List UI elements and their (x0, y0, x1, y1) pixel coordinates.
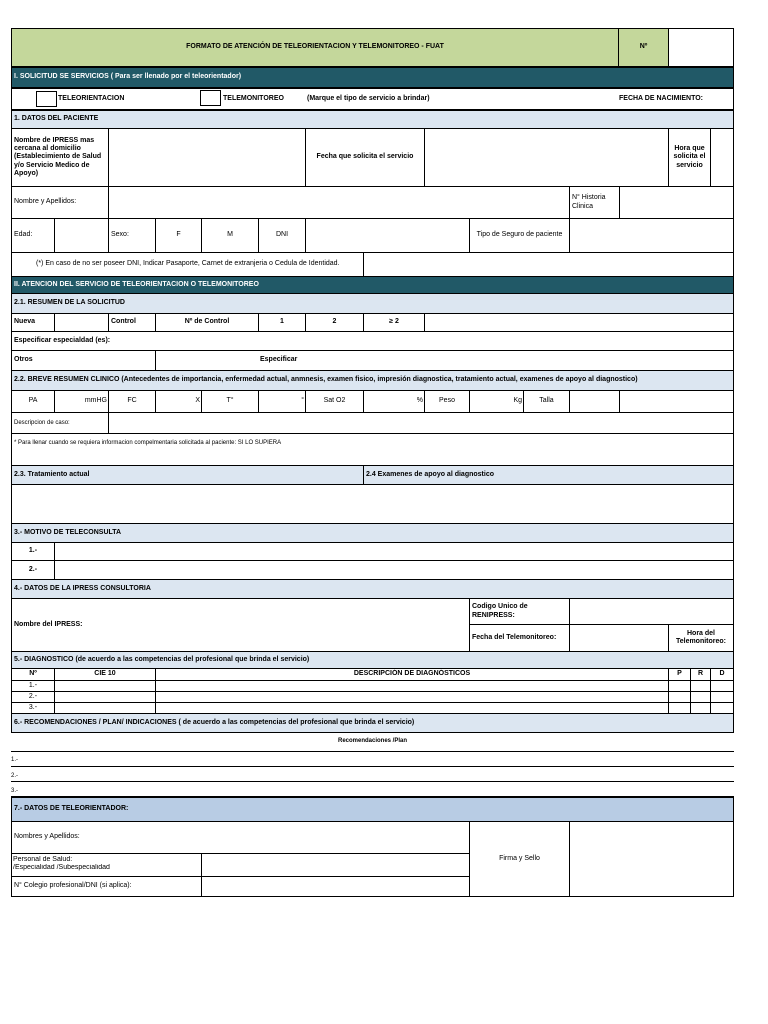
vital-kg: Kg (513, 397, 522, 405)
extra-info-note: * Para llenar cuando se requiera informacion compelmentaria solicitada al paciente: SI LO SUPIERA (11, 433, 734, 466)
telemonitoring-date-label: Fecha del Telemonitoreo: (469, 624, 570, 652)
vital-sat: Sat O2 (323, 397, 346, 405)
section-4-header: 4.- DATOS DE LA IPRESS CONSULTORIA (11, 579, 734, 599)
telemonitoreo-label: TELEMONITOREO (223, 94, 284, 102)
control-field[interactable] (424, 313, 734, 332)
reason-1-field[interactable] (54, 542, 734, 561)
section-6-header: 6.- RECOMENDACIONES / PLAN/ INDICACIONES ( de acuerdo a las competencias del profesional que brinda el servicio) (11, 713, 734, 733)
patient-name-label: Nombre y Apellidos: (11, 186, 109, 219)
request-date-label: Fecha que solicita el servicio (305, 128, 425, 187)
control-number-label: Nº de Control (155, 313, 259, 332)
case-description-field[interactable] (108, 412, 734, 434)
otros-label: Otros (11, 350, 156, 371)
insurance-label: Tipo de Seguro de paciente (469, 218, 570, 253)
recommendation-2-label: 2.- (11, 772, 19, 779)
id-note-field[interactable] (363, 252, 734, 277)
section-5-header: 5.- DIAGNOSTICO (de acuerdo a las competencias del profesional que brinda el servicio) (11, 651, 734, 669)
recommendation-3-label: 3.- (11, 787, 19, 794)
reason-2-field[interactable] (54, 560, 734, 580)
teleorientador-name-label: Nombres y Apellidos: (11, 821, 470, 854)
control-label: Control (108, 313, 156, 332)
section-7-header: 7.- DATOS DE TELEORIENTADOR: (11, 797, 734, 822)
staff-field[interactable] (201, 853, 470, 877)
summary-header: 2.1. RESUMEN DE LA SOLICITUD (11, 293, 734, 314)
diag-col-num: Nº (11, 668, 55, 681)
recommendations-subtitle: Recomendaciones /Plan (337, 738, 408, 745)
diag-row-2-num: 2.- (11, 691, 55, 703)
vital-percent: % (416, 397, 423, 405)
college-label: N° Colegio profesional/DNI (si aplica): (11, 876, 202, 897)
exams-header: 2.4 Examenes de apoyo al diagnostico (363, 465, 734, 485)
insurance-field[interactable] (569, 218, 734, 253)
renipress-label: Codigo Unico de RENIPRESS: (469, 598, 570, 625)
signature-field[interactable] (569, 821, 734, 897)
vital-degree: ° (301, 397, 304, 405)
form-number-label: Nº (618, 28, 669, 67)
sex-f-option[interactable]: F (155, 218, 202, 253)
dni-label: DNI (258, 218, 306, 253)
case-description-label: Descripcion de caso: (11, 412, 109, 434)
diag-col-cie: CIE 10 (54, 668, 156, 681)
recommendation-1-label: 1.- (11, 756, 19, 763)
vital-mmhg: mmHG (84, 397, 107, 405)
vital-temp: T° (226, 397, 234, 405)
telemonitoreo-checkbox[interactable] (200, 90, 221, 106)
diag-row-3-num: 3.- (11, 702, 55, 714)
signature-label: Firma y Sello (469, 821, 570, 897)
reason-2-label: 2.- (11, 560, 55, 580)
vital-height: Talla (539, 397, 554, 405)
vital-pa: PA (28, 397, 38, 405)
section-2-header: II. ATENCION DEL SERVICIO DE TELEORIENTACION O TELEMONITOREO (11, 276, 734, 294)
diag-col-d: D (710, 668, 734, 681)
control-option-1[interactable]: 1 (258, 313, 306, 332)
telemonitoring-time-label: Hora del Telemonitoreo: (668, 624, 734, 652)
form-title: FORMATO DE ATENCIÓN DE TELEORIENTACION Y TELEMONITOREO - FUAT (11, 28, 619, 67)
age-label: Edad: (11, 218, 55, 253)
nueva-label: Nueva (11, 313, 55, 332)
recommendation-2-line[interactable] (11, 781, 734, 782)
birth-date-label: FECHA DE NACIMIENTO: (619, 94, 703, 102)
clinical-history-label: N° Historia Clinica (569, 186, 620, 219)
control-option-3[interactable]: ≥ 2 (363, 313, 425, 332)
patient-name-field[interactable] (108, 186, 570, 219)
vital-x: X (195, 397, 200, 405)
patient-data-header: 1. DATOS DEL PACIENTE (11, 110, 734, 129)
sex-m-option[interactable]: M (201, 218, 259, 253)
teleorientacion-label: TELEORIENTACION (58, 94, 125, 102)
request-time-label: Hora que solicita el servicio (668, 128, 711, 187)
nueva-field[interactable] (54, 313, 109, 332)
clinical-summary-header: 2.2. BREVE RESUMEN CLINICO (Antecedentes de importancia, enfermedad actual, anmnesis, examen fisico, impresión diagnostica, tratamiento actual, examenes de apoyo al diagnostico) (11, 370, 734, 391)
section-3-header: 3.- MOTIVO DE TELECONSULTA (11, 523, 734, 543)
ipress-label: Nombre de IPRESS mas cercana al domicilio (Establecimiento de Salud y/o Servicio Medico de Apoyo) (11, 128, 109, 187)
reason-1-label: 1.- (11, 542, 55, 561)
sex-label: Sexo: (108, 218, 156, 253)
vital-weight: Peso (439, 397, 455, 405)
diag-col-r: R (690, 668, 711, 681)
diag-col-p: P (668, 668, 691, 681)
id-note: (*) En caso de no ser poseer DNI, Indicar Pasaporte, Carnet de extranjeria o Cedula de Identidad. (11, 252, 364, 277)
dni-field[interactable] (305, 218, 470, 253)
service-type-note: (Marque el tipo de servicio a brindar) (307, 94, 430, 102)
diag-col-desc: DESCRIPCIÓN DE DIAGNÓSTICOS (155, 668, 669, 681)
request-time-field[interactable] (710, 128, 734, 187)
telemonitoring-date-field[interactable] (569, 624, 669, 652)
clinical-history-field[interactable] (619, 186, 734, 219)
vital-fc: FC (127, 397, 137, 405)
age-field[interactable] (54, 218, 109, 253)
treatment-header: 2.3. Tratamiento actual (11, 465, 364, 485)
specialty-label: Especificar especialdad (es): (11, 331, 734, 351)
control-option-2[interactable]: 2 (305, 313, 364, 332)
form-number-field[interactable] (668, 28, 734, 67)
ipress-field[interactable] (108, 128, 306, 187)
college-field[interactable] (201, 876, 470, 897)
especificar-label: Especificar (155, 350, 734, 371)
teleorientacion-checkbox[interactable] (36, 91, 57, 107)
renipress-field[interactable] (569, 598, 734, 625)
diag-row-1-num: 1.- (11, 680, 55, 692)
recommendation-1-line[interactable] (11, 766, 734, 767)
treatment-exams-field[interactable] (11, 484, 734, 524)
staff-label-line2: /Especialidad /Subespecialidad (13, 864, 110, 871)
request-date-field[interactable] (424, 128, 669, 187)
staff-label-line1: Personal de Salud: (13, 856, 73, 863)
section-1-header: I. SOLICITUD SE SERVICIOS ( Para ser llenado por el teleorientador) (11, 67, 734, 88)
consult-ipress-label: Nombre del IPRESS: (11, 598, 470, 652)
